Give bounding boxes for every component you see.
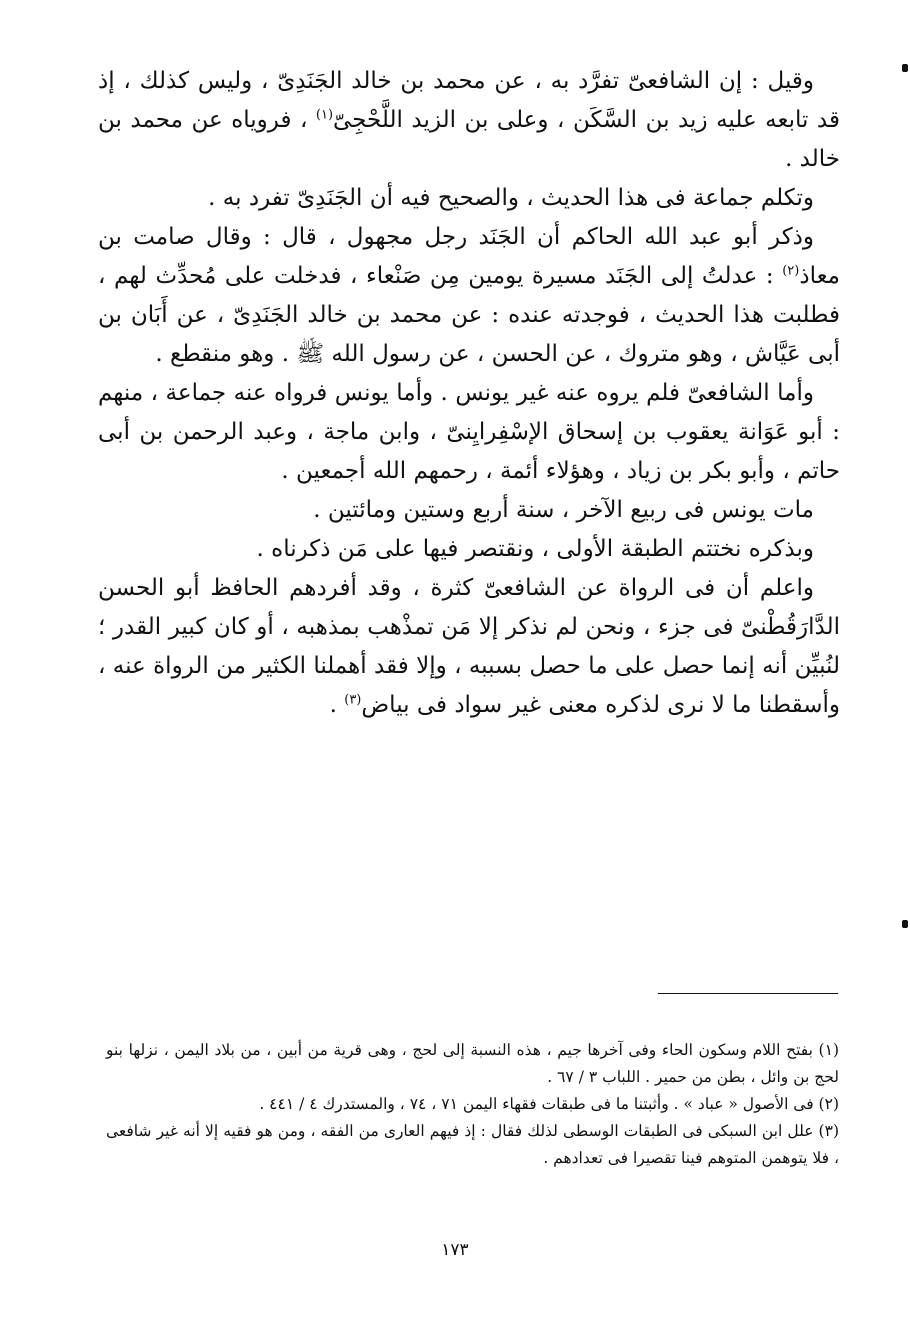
paragraph-2: وتكلم جماعة فى هذا الحديث ، والصحيح فيه أن الجَنَدِىّ تفرد به . [208,185,814,211]
paragraph-7: واعلم أن فى الرواة عن الشافعىّ كثرة ، وقد أفردهم الحافظ أبو الحسن الدَّارَقُطْنىّ فى جزء ، ونحن لم نذكر إلا مَن تمذْهب بمذهبه ، أو كان كبير القدر ؛ لنُبيِّن أنه إنما حصل على ما حصل بسببه ، وإلا فقد أهملنا الكثير من الرواة عنه ، وأسقطنا ما لا نرى لذكره معنى غير سواد فى بياض$^{(٣)}$ . [98,575,840,718]
footnote-2: (٢) فى الأصول « عباد » . وأثبتنا ما فى طبقات فقهاء اليمن ٧١ ، ٧٤ ، والمستدرك ٤ / ٤٤١ . [259,1095,839,1113]
footnote-1: (١) بفتح اللام وسكون الحاء وفى آخرها جيم ، هذه النسبة إلى لحج ، وهى قرية من أبين ، من بلاد اليمن ، نزلها بنو لحج بن وائل ، بطن من حمير . اللباب ٣ / ٦٧ . [106,1041,839,1086]
paragraph-6: وبذكره نختتم الطبقة الأولى ، ونقتصر فيها على مَن ذكرناه . [256,536,814,562]
footnote-separator [658,993,838,994]
page-number: ١٧٣ [441,1240,469,1260]
paragraph-1: وقيل : إن الشافعىّ تفرَّد به ، عن محمد بن خالد الجَنَدِىّ ، وليس كذلك ، إذ قد تابعه عليه زيد بن السَّكَن ، وعلى بن الزيد اللَّحْجِىّ$^{(١)}$ ، فروياه عن محمد بن خالد . [98,68,840,172]
paragraph-4: وأما الشافعىّ فلم يروه عنه غير يونس . وأما يونس فرواه عنه جماعة ، منهم : أبو عَوَانة يعقوب بن إسحاق الإسْفِرايِنىّ ، وابن ماجة ، وعبد الرحمن بن أبى حاتم ، وأبو بكر بن زياد ، وهؤلاء أئمة ، رحمهم الله أجمعين . [98,380,840,484]
margin-mark-middle [902,920,908,928]
footnotes [106,1037,839,1172]
paragraph-3: وذكر أبو عبد الله الحاكم أن الجَنَد رجل مجهول ، قال : وقال صامت بن معاذ$^{(٢)}$ : عدلتُ إلى الجَنَد مسيرة يومين مِن صَنْعاء ، فدخلت على مُحدِّث لهم ، فطلبت هذا الحديث ، فوجدته عنده : عن محمد بن خالد الجَنَدِىّ ، عن أَبَان بن أبى عَيَّاش ، وهو متروك ، عن الحسن ، عن رسول الله ﷺ . وهو منقطع . [98,224,840,367]
main-text [98,62,840,725]
footnote-3: (٣) علل ابن السبكى فى الطبقات الوسطى لذلك فقال : إذ فيهم العارى من الفقه ، ومن هو فقيه إلا أنه غير شافعى ، فلا يتوهمن المتوهم فينا تقصيرا فى تعدادهم . [106,1122,839,1167]
footnote-ref-1: (١) [315,107,334,123]
margin-mark-top [902,64,908,72]
paragraph-5: مات يونس فى ربيع الآخر ، سنة أربع وستين ومائتين . [313,497,814,523]
footnote-ref-3: (٣) [344,692,362,708]
footnote-ref-2: (٢) [782,263,800,279]
